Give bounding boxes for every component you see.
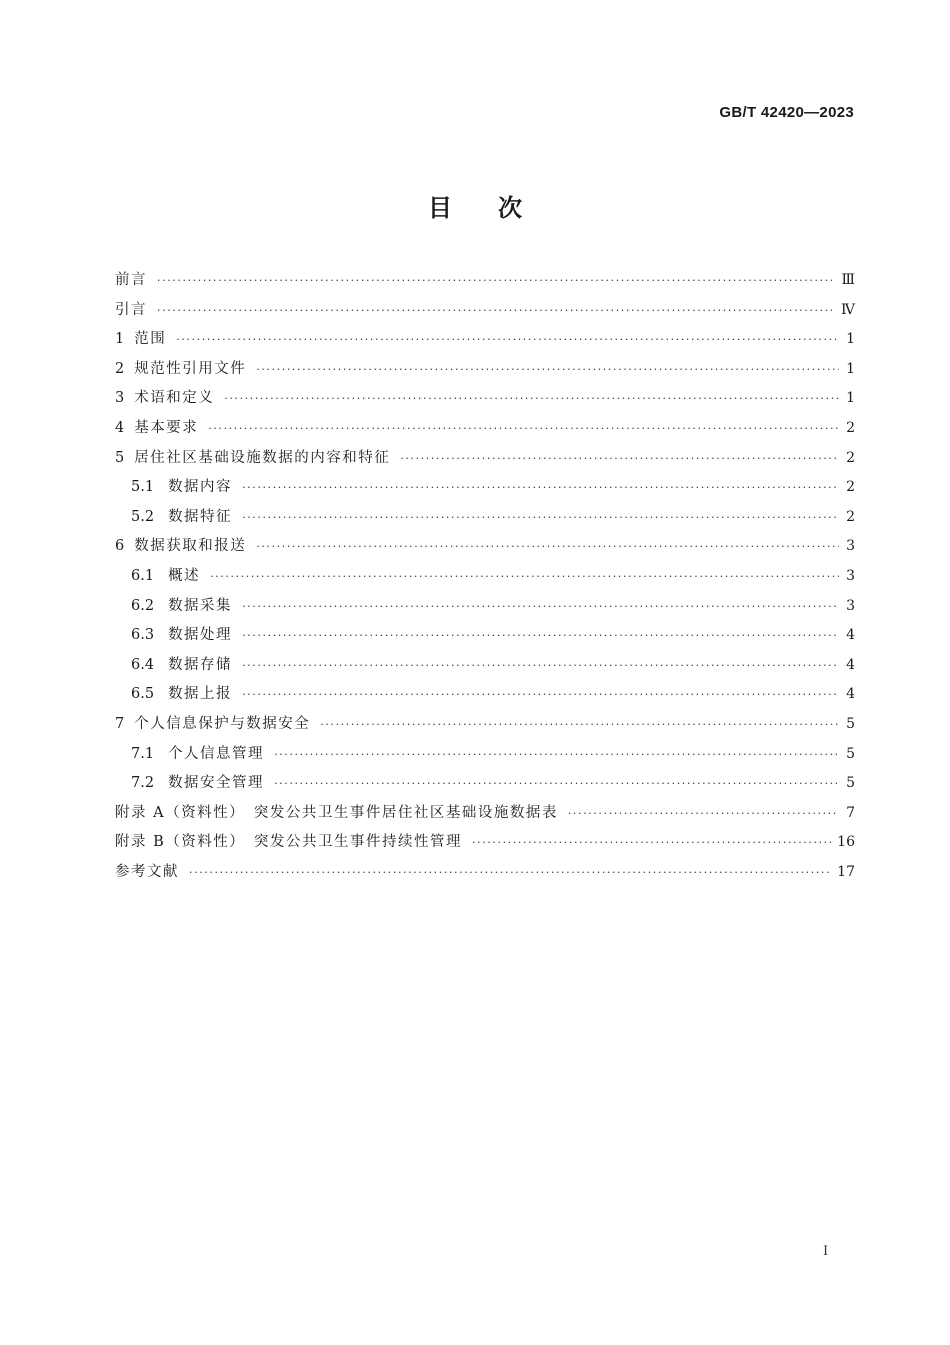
toc-entry-number: 5.1 xyxy=(131,479,155,496)
toc-entry-number: 6 xyxy=(115,538,125,555)
toc-entry-number: 6.3 xyxy=(131,627,155,644)
toc-entry-number: 6.5 xyxy=(131,686,155,703)
toc-leader-dots xyxy=(400,444,839,474)
toc-entry-page: 2 xyxy=(846,508,855,525)
toc-entry-1[interactable] xyxy=(115,325,855,355)
toc-entry-number: 4 xyxy=(115,419,125,436)
toc-entry-label: 数据获取和报送 xyxy=(134,538,247,555)
page-number: Ⅰ xyxy=(823,1244,829,1259)
toc-entry-label: 数据存储 xyxy=(168,656,233,673)
toc-entry-5-1[interactable] xyxy=(115,473,855,503)
toc-entry-7-2[interactable] xyxy=(115,769,855,799)
toc-entry-label: 数据内容 xyxy=(168,479,233,496)
toc-entry-page: Ⅳ xyxy=(841,301,855,318)
toc-entry-page: 5 xyxy=(846,745,855,762)
toc-entry-page: 4 xyxy=(846,656,855,673)
toc-entry-page: 7 xyxy=(846,804,855,821)
toc-entry-6-2[interactable] xyxy=(115,592,855,622)
toc-entry-label: 基本要求 xyxy=(134,419,199,436)
toc-entry-label: 数据采集 xyxy=(168,597,233,614)
toc-entry-bibliography[interactable] xyxy=(115,858,855,888)
toc-entry-label: 个人信息保护与数据安全 xyxy=(134,715,311,732)
toc-entry-page: 1 xyxy=(846,331,855,348)
toc-entry-label: 数据上报 xyxy=(168,686,233,703)
toc-entry-label: 个人信息管理 xyxy=(168,745,265,762)
toc-leader-dots xyxy=(242,473,839,503)
toc-entry-number: 6.4 xyxy=(131,656,155,673)
toc-entry-label: 规范性引用文件 xyxy=(134,360,247,377)
toc-entry-appendix-a[interactable] xyxy=(115,799,855,829)
toc-entry-number: 3 xyxy=(115,390,125,407)
toc-entry-page: 17 xyxy=(837,863,855,880)
toc-entry-page: 2 xyxy=(846,419,855,436)
toc-entry-6-4[interactable] xyxy=(115,651,855,681)
toc-entry-label: 附录 A（资料性） 突发公共卫生事件居住社区基础设施数据表 xyxy=(115,804,558,821)
toc-leader-dots xyxy=(242,592,839,622)
toc-entry-page: 2 xyxy=(846,479,855,496)
toc-leader-dots xyxy=(242,621,839,651)
toc-entry-page: 3 xyxy=(846,567,855,584)
toc-entry-5[interactable] xyxy=(115,444,855,474)
toc-entry-page: 5 xyxy=(846,775,855,792)
toc-entry-number: 5.2 xyxy=(131,508,155,525)
toc-entry-page: 4 xyxy=(846,627,855,644)
toc-entry-page: 4 xyxy=(846,686,855,703)
toc-entry-number: 6.1 xyxy=(131,567,155,584)
toc-entry-6-1[interactable] xyxy=(115,562,855,592)
toc-entry-5-2[interactable] xyxy=(115,503,855,533)
toc-entry-foreword[interactable] xyxy=(115,266,855,296)
toc-leader-dots xyxy=(242,503,839,533)
toc-entry-6-5[interactable] xyxy=(115,680,855,710)
toc-entry-introduction[interactable] xyxy=(115,296,855,326)
toc-entry-label: 术语和定义 xyxy=(134,390,215,407)
toc-entry-page: 5 xyxy=(846,715,855,732)
toc-entry-7-1[interactable] xyxy=(115,740,855,770)
toc-leader-dots xyxy=(210,562,839,592)
toc-leader-dots xyxy=(242,680,839,710)
standard-code: GB/T 42420—2023 xyxy=(719,104,854,121)
toc-entry-label: 范围 xyxy=(134,331,167,348)
toc-entry-label: 数据安全管理 xyxy=(168,775,265,792)
toc-leader-dots xyxy=(274,740,839,770)
toc-entry-7[interactable] xyxy=(115,710,855,740)
toc-entry-number: 1 xyxy=(115,331,125,348)
toc-entry-page: 3 xyxy=(846,597,855,614)
toc-entry-page: 1 xyxy=(846,360,855,377)
toc-entry-appendix-b[interactable] xyxy=(115,828,855,858)
toc-leader-dots xyxy=(208,414,839,444)
toc-leader-dots xyxy=(256,532,839,562)
toc-entry-2[interactable] xyxy=(115,355,855,385)
toc-entry-label: 引言 xyxy=(115,301,147,318)
toc-entry-label: 概述 xyxy=(168,567,201,584)
toc-leader-dots xyxy=(176,325,839,355)
toc-entry-label: 数据处理 xyxy=(168,627,233,644)
toc-entry-number: 7.2 xyxy=(131,775,155,792)
toc-entry-number: 5 xyxy=(115,449,125,466)
toc-entry-number: 6.2 xyxy=(131,597,155,614)
toc-title xyxy=(0,188,950,223)
toc-title-char-1: 目 xyxy=(428,194,452,222)
toc-leader-dots xyxy=(320,710,839,740)
toc-leader-dots xyxy=(472,828,831,858)
toc-entry-label: 参考文献 xyxy=(115,863,179,880)
toc-entry-page: Ⅲ xyxy=(841,272,855,288)
toc-entry-3[interactable] xyxy=(115,384,855,414)
toc-entry-label: 数据特征 xyxy=(168,508,233,525)
toc-entry-page: 16 xyxy=(837,834,855,851)
toc-leader-dots xyxy=(189,858,831,888)
toc-entry-page: 3 xyxy=(846,538,855,555)
toc-leader-dots xyxy=(157,266,835,296)
toc-entry-6[interactable] xyxy=(115,532,855,562)
toc-entry-page: 1 xyxy=(846,390,855,407)
toc-entry-label: 附录 B（资料性） 突发公共卫生事件持续性管理 xyxy=(115,834,463,851)
toc-title-char-2: 次 xyxy=(498,194,522,222)
toc-leader-dots xyxy=(256,355,839,385)
toc-leader-dots xyxy=(242,651,839,681)
toc-entry-label: 居住社区基础设施数据的内容和特征 xyxy=(134,449,391,466)
toc-entry-4[interactable] xyxy=(115,414,855,444)
toc-leader-dots xyxy=(568,799,839,829)
toc-entry-6-3[interactable] xyxy=(115,621,855,651)
toc-entry-number: 7.1 xyxy=(131,745,155,762)
toc-entry-number: 2 xyxy=(115,360,125,377)
toc-list xyxy=(115,266,855,887)
toc-entry-label: 前言 xyxy=(115,272,147,288)
toc-leader-dots xyxy=(157,296,835,326)
toc-leader-dots xyxy=(224,384,839,414)
toc-entry-number: 7 xyxy=(115,715,125,732)
toc-leader-dots xyxy=(274,769,839,799)
toc-entry-page: 2 xyxy=(846,449,855,466)
